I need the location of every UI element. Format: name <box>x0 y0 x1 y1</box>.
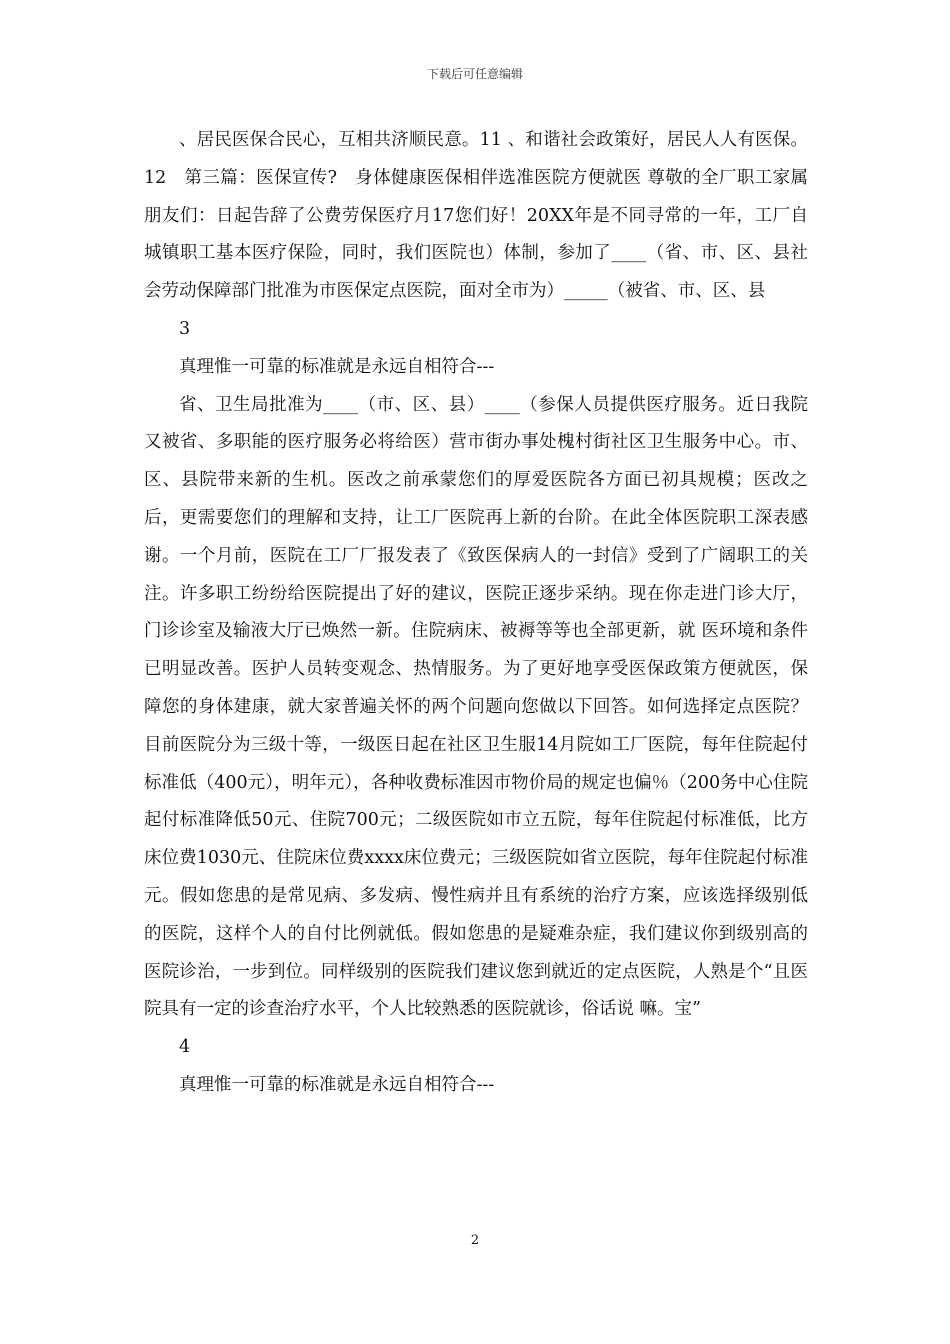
section-number-3: 3 <box>179 318 191 339</box>
page-number: 2 <box>470 1233 480 1248</box>
motto-line-2: 真理惟一可靠的标准就是永远自相符合--- <box>179 1074 495 1095</box>
paragraph-2: 省、卫生局批准为____（市、区、县）____（参保人员提供医疗服务。近日我院又被省、多职能的医疗服务必将给医）营市街办事处槐村街社区卫生服务中心。市、区、县院带来新的生机。医改之前承蒙您们的厚爱医院各方面已初具规模；医改之后，更需要您们的理解和支持，让工厂医院再上新的台阶。在此全体医院职工深表感 谢。一个月前，医院在工厂厂报发表了《致医保病人的一封信》受到了广阔职工的关注。许多职工纷纷给医院提出了好的建议，医院正逐步采纳。现在你走进门诊大厅，门诊诊室及输液大厅已焕然一新。住院病床、被褥等等也全部更新，就 医环境和条件已明显改善。医护人员转变观念、热情服务。为了更好地享受医保政策方便就医，保障您的身体建康，就大家普遍关怀的两个问题向您做以下回答。如何选择定点医院？目前医院分为三级十等，一级医日起在社区卫生服14月院如工厂医院，每年住院起付标准低（400元），明年元），各种收费标准因市物价局的规定也偏％（200务中心住院起付标准降低50元、住院700元；二级医院如市立五院，每年住院起付标准低，比方床位费1030元、住院床位费xxxx床位费元；三级医院如省立医院，每年住院起付标准元。假如您患的是常见病、多发病、慢性病并且有系统的治疗方案，应该选择级别低的医院，这样个人的自付比例就低。假如您患的是疑难杂症，我们建议你到级别高的医院诊治，一步到位。同样级别的医院我们建议您到就近的定点医院，人熟是个“且医院具有一定的诊查治疗水平，个人比较熟悉的医院就诊，俗话说 嘛。宝” <box>144 394 808 1020</box>
document-body <box>144 122 808 1105</box>
page-header: 下载后可任意编辑 <box>426 67 523 81</box>
motto-line-1: 真理惟一可靠的标准就是永远自相符合--- <box>179 356 495 377</box>
section-number-4: 4 <box>179 1037 191 1058</box>
paragraph-1: 、居民医保合民心，互相共济顺民意。11 、和谐社会政策好，居民人人有医保。12 第三篇：医保宣传? 身体健康医保相伴选准医院方便就医 尊敬的全厂职工家属朋友们：日起告辞了公费劳保医疗月17您们好！20XX年是不同寻常的一年，工厂自城镇职工基本医疗保险，同时，我们医院也）体制，参加了____（省、市、区、县社会劳动保障部门批准为市医保定点医院，面对全市为）_____（被省、市、区、县 <box>144 130 808 302</box>
